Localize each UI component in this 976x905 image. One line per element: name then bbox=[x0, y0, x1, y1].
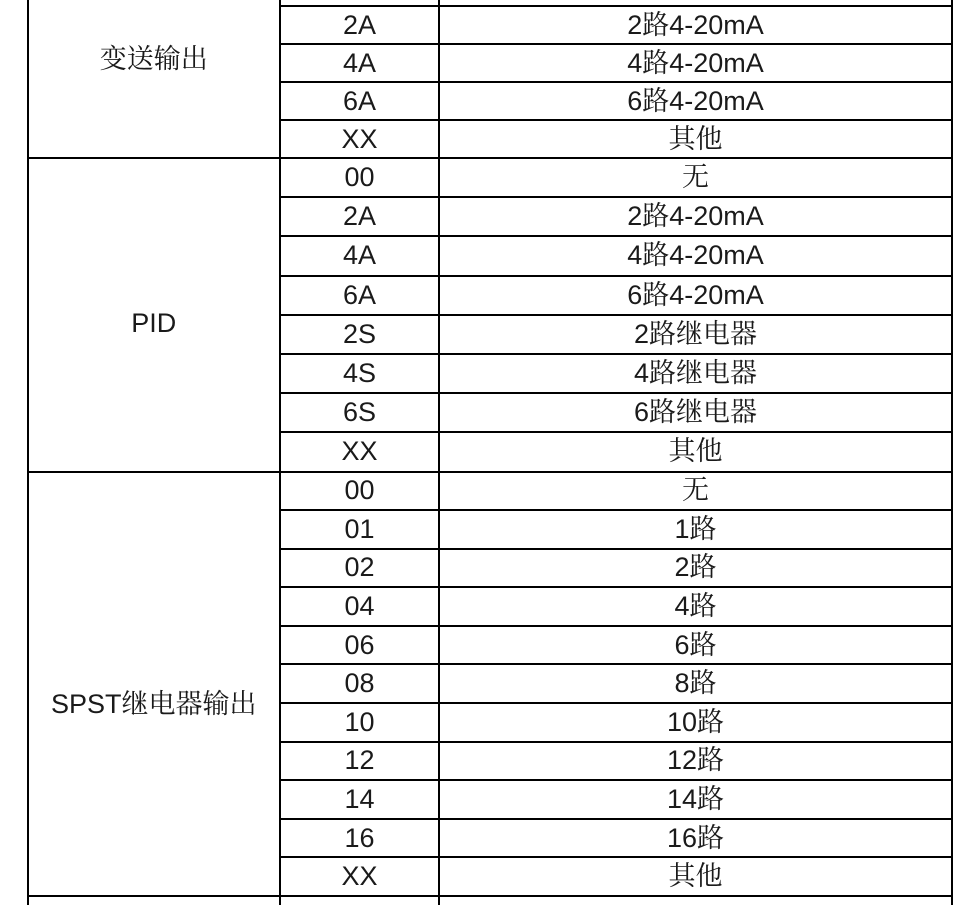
desc-cell: 8路 bbox=[440, 665, 951, 704]
code-cell: 12 bbox=[281, 743, 440, 782]
code-cell: XX bbox=[281, 433, 440, 472]
desc-cell: 其他 bbox=[440, 858, 951, 897]
desc-cell: 无 bbox=[440, 159, 951, 198]
desc-cell: 1路 bbox=[440, 511, 951, 550]
desc-cell: 6路4-20mA bbox=[440, 277, 951, 316]
desc-cell: 其他 bbox=[440, 121, 951, 159]
code-cell: 04 bbox=[281, 588, 440, 627]
code-cell: 6S bbox=[281, 394, 440, 433]
category-cell: 变送输出 bbox=[29, 0, 282, 159]
desc-cell: 6路4-20mA bbox=[440, 83, 951, 121]
desc-cell: 12路 bbox=[440, 743, 951, 782]
category-cell: PID bbox=[29, 159, 282, 473]
desc-cell: 2路 bbox=[440, 550, 951, 589]
code-cell: 6A bbox=[281, 277, 440, 316]
ordering-code-table bbox=[27, 0, 954, 905]
desc-cell: 4路继电器 bbox=[440, 355, 951, 394]
code-cell: 06 bbox=[281, 627, 440, 666]
code-cell: 00 bbox=[281, 473, 440, 512]
code-cell: XX bbox=[281, 858, 440, 897]
desc-cell: 4路4-20mA bbox=[440, 237, 951, 276]
code-cell: 10 bbox=[281, 704, 440, 743]
code-cell: 00 bbox=[281, 159, 440, 198]
spacer-code-cell bbox=[281, 0, 440, 7]
code-cell: 01 bbox=[281, 511, 440, 550]
desc-cell: 其他 bbox=[440, 433, 951, 472]
spacer-code-cell bbox=[281, 897, 440, 905]
desc-cell: 4路4-20mA bbox=[440, 45, 951, 83]
code-cell: XX bbox=[281, 121, 440, 159]
desc-cell: 10路 bbox=[440, 704, 951, 743]
code-cell: 4S bbox=[281, 355, 440, 394]
code-cell: 2S bbox=[281, 316, 440, 355]
code-cell: 02 bbox=[281, 550, 440, 589]
spacer-category-cell bbox=[29, 897, 282, 905]
desc-cell: 6路继电器 bbox=[440, 394, 951, 433]
desc-cell: 4路 bbox=[440, 588, 951, 627]
desc-cell: 6路 bbox=[440, 627, 951, 666]
code-cell: 2A bbox=[281, 7, 440, 45]
code-cell: 6A bbox=[281, 83, 440, 121]
desc-cell: 2路继电器 bbox=[440, 316, 951, 355]
code-cell: 2A bbox=[281, 198, 440, 237]
spacer-desc-cell bbox=[440, 897, 951, 905]
desc-cell: 14路 bbox=[440, 781, 951, 820]
code-cell: 14 bbox=[281, 781, 440, 820]
spacer-desc-cell bbox=[440, 0, 951, 7]
desc-cell: 2路4-20mA bbox=[440, 198, 951, 237]
code-cell: 4A bbox=[281, 45, 440, 83]
code-cell: 08 bbox=[281, 665, 440, 704]
category-cell: SPST继电器输出 bbox=[29, 473, 282, 898]
desc-cell: 无 bbox=[440, 473, 951, 512]
desc-cell: 2路4-20mA bbox=[440, 7, 951, 45]
desc-cell: 16路 bbox=[440, 820, 951, 859]
code-cell: 4A bbox=[281, 237, 440, 276]
code-cell: 16 bbox=[281, 820, 440, 859]
